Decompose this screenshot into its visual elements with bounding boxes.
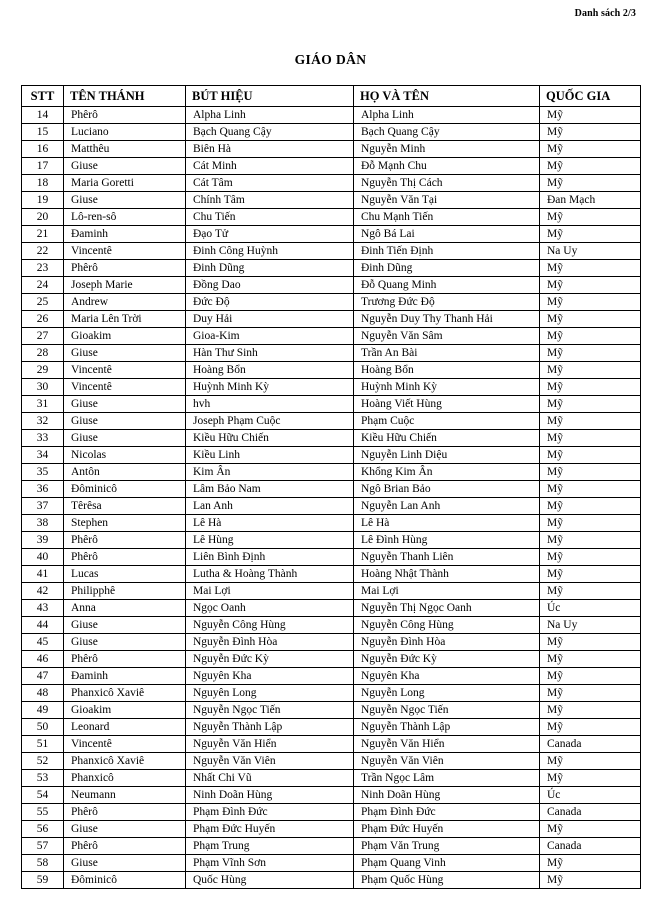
cell-but-hieu: Hoàng Bổn bbox=[186, 362, 354, 379]
cell-ho-va-ten: Nguyễn Thanh Liên bbox=[354, 549, 540, 566]
table-row bbox=[22, 430, 641, 447]
table-row bbox=[22, 736, 641, 753]
cell-stt: 36 bbox=[22, 481, 64, 498]
table-row bbox=[22, 243, 641, 260]
table-row bbox=[22, 498, 641, 515]
cell-but-hieu: Huỳnh Minh Kỳ bbox=[186, 379, 354, 396]
cell-quoc-gia: Mỹ bbox=[540, 583, 641, 600]
cell-ho-va-ten: Ninh Doãn Hùng bbox=[354, 787, 540, 804]
cell-stt: 46 bbox=[22, 651, 64, 668]
cell-stt: 44 bbox=[22, 617, 64, 634]
cell-but-hieu: Quốc Hùng bbox=[186, 872, 354, 889]
cell-stt: 32 bbox=[22, 413, 64, 430]
cell-ho-va-ten: Nguyễn Duy Thy Thanh Hải bbox=[354, 311, 540, 328]
cell-quoc-gia: Mỹ bbox=[540, 668, 641, 685]
cell-ho-va-ten: Hoàng Bổn bbox=[354, 362, 540, 379]
cell-ho-va-ten: Nguyễn Công Hùng bbox=[354, 617, 540, 634]
table-row bbox=[22, 787, 641, 804]
cell-quoc-gia: Na Uy bbox=[540, 243, 641, 260]
cell-stt: 55 bbox=[22, 804, 64, 821]
cell-quoc-gia: Mỹ bbox=[540, 362, 641, 379]
cell-ho-va-ten: Lê Đình Hùng bbox=[354, 532, 540, 549]
cell-quoc-gia: Canada bbox=[540, 804, 641, 821]
cell-but-hieu: Biên Hà bbox=[186, 141, 354, 158]
table-row bbox=[22, 566, 641, 583]
cell-ho-va-ten: Nguyễn Thị Ngọc Oanh bbox=[354, 600, 540, 617]
cell-ten-thanh: Phêrô bbox=[64, 532, 186, 549]
cell-stt: 49 bbox=[22, 702, 64, 719]
cell-ho-va-ten: Alpha Linh bbox=[354, 107, 540, 124]
cell-ho-va-ten: Hoàng Nhật Thành bbox=[354, 566, 540, 583]
cell-stt: 29 bbox=[22, 362, 64, 379]
cell-but-hieu: Cát Tâm bbox=[186, 175, 354, 192]
cell-ho-va-ten: Phạm Đức Huyến bbox=[354, 821, 540, 838]
table-row bbox=[22, 549, 641, 566]
cell-but-hieu: Gioa-Kim bbox=[186, 328, 354, 345]
cell-but-hieu: Nhất Chi Vũ bbox=[186, 770, 354, 787]
cell-ho-va-ten: Phạm Quốc Hùng bbox=[354, 872, 540, 889]
cell-ho-va-ten: Đỗ Mạnh Chu bbox=[354, 158, 540, 175]
cell-but-hieu: Liên Bình Định bbox=[186, 549, 354, 566]
cell-quoc-gia: Canada bbox=[540, 736, 641, 753]
table-row bbox=[22, 379, 641, 396]
column-header-ho-va-ten: HỌ VÀ TÊN bbox=[354, 86, 540, 107]
cell-ho-va-ten: Nguyễn Thành Lập bbox=[354, 719, 540, 736]
cell-ten-thanh: Phêrô bbox=[64, 804, 186, 821]
cell-ho-va-ten: Kiều Hữu Chiến bbox=[354, 430, 540, 447]
cell-quoc-gia: Mỹ bbox=[540, 770, 641, 787]
cell-quoc-gia: Mỹ bbox=[540, 532, 641, 549]
cell-quoc-gia: Mỹ bbox=[540, 481, 641, 498]
cell-ten-thanh: Giuse bbox=[64, 617, 186, 634]
cell-stt: 39 bbox=[22, 532, 64, 549]
table-row bbox=[22, 804, 641, 821]
cell-stt: 51 bbox=[22, 736, 64, 753]
cell-quoc-gia: Mỹ bbox=[540, 413, 641, 430]
cell-but-hieu: Lâm Bảo Nam bbox=[186, 481, 354, 498]
cell-but-hieu: Đức Độ bbox=[186, 294, 354, 311]
cell-ho-va-ten: Phạm Cuộc bbox=[354, 413, 540, 430]
cell-quoc-gia: Mỹ bbox=[540, 855, 641, 872]
table-row bbox=[22, 175, 641, 192]
cell-but-hieu: Alpha Linh bbox=[186, 107, 354, 124]
cell-quoc-gia: Mỹ bbox=[540, 498, 641, 515]
table-row bbox=[22, 600, 641, 617]
cell-stt: 48 bbox=[22, 685, 64, 702]
cell-stt: 27 bbox=[22, 328, 64, 345]
page-title: GIÁO DÂN bbox=[294, 52, 367, 67]
cell-ten-thanh: Giuse bbox=[64, 192, 186, 209]
cell-quoc-gia: Úc bbox=[540, 600, 641, 617]
cell-stt: 19 bbox=[22, 192, 64, 209]
cell-stt: 15 bbox=[22, 124, 64, 141]
cell-but-hieu: Mai Lợi bbox=[186, 583, 354, 600]
cell-quoc-gia: Mỹ bbox=[540, 260, 641, 277]
cell-stt: 25 bbox=[22, 294, 64, 311]
table-row bbox=[22, 107, 641, 124]
cell-ho-va-ten: Bạch Quang Cậy bbox=[354, 124, 540, 141]
cell-but-hieu: Phạm Vĩnh Sơn bbox=[186, 855, 354, 872]
table-row bbox=[22, 396, 641, 413]
table-row bbox=[22, 345, 641, 362]
table-row bbox=[22, 702, 641, 719]
cell-but-hieu: Lan Anh bbox=[186, 498, 354, 515]
cell-quoc-gia: Mỹ bbox=[540, 464, 641, 481]
table-row bbox=[22, 311, 641, 328]
table-row bbox=[22, 838, 641, 855]
cell-stt: 16 bbox=[22, 141, 64, 158]
cell-stt: 34 bbox=[22, 447, 64, 464]
table-row bbox=[22, 753, 641, 770]
cell-but-hieu: Phạm Trung bbox=[186, 838, 354, 855]
cell-stt: 24 bbox=[22, 277, 64, 294]
cell-ten-thanh: Matthêu bbox=[64, 141, 186, 158]
cell-ho-va-ten: Khổng Kim Ân bbox=[354, 464, 540, 481]
cell-quoc-gia: Đan Mạch bbox=[540, 192, 641, 209]
cell-ten-thanh: Giuse bbox=[64, 158, 186, 175]
cell-ho-va-ten: Đỗ Quang Minh bbox=[354, 277, 540, 294]
cell-quoc-gia: Mỹ bbox=[540, 124, 641, 141]
cell-quoc-gia: Na Uy bbox=[540, 617, 641, 634]
cell-ho-va-ten: Đinh Tiến Định bbox=[354, 243, 540, 260]
cell-ho-va-ten: Nguyễn Văn Tại bbox=[354, 192, 540, 209]
cell-quoc-gia: Mỹ bbox=[540, 107, 641, 124]
cell-quoc-gia: Mỹ bbox=[540, 515, 641, 532]
cell-quoc-gia: Mỹ bbox=[540, 175, 641, 192]
cell-ho-va-ten: Nguyễn Văn Viên bbox=[354, 753, 540, 770]
cell-quoc-gia: Mỹ bbox=[540, 566, 641, 583]
cell-but-hieu: Phạm Đức Huyến bbox=[186, 821, 354, 838]
cell-stt: 30 bbox=[22, 379, 64, 396]
cell-quoc-gia: Mỹ bbox=[540, 379, 641, 396]
column-header-but-hieu: BÚT HIỆU bbox=[186, 86, 354, 107]
cell-but-hieu: Nguyễn Văn Hiển bbox=[186, 736, 354, 753]
cell-quoc-gia: Mỹ bbox=[540, 328, 641, 345]
cell-ten-thanh: Stephen bbox=[64, 515, 186, 532]
table-row bbox=[22, 413, 641, 430]
cell-ho-va-ten: Phạm Văn Trung bbox=[354, 838, 540, 855]
table-header-row bbox=[22, 86, 641, 107]
column-header-stt: STT bbox=[22, 86, 64, 107]
table-row bbox=[22, 141, 641, 158]
cell-stt: 18 bbox=[22, 175, 64, 192]
cell-stt: 40 bbox=[22, 549, 64, 566]
cell-ten-thanh: Philipphê bbox=[64, 583, 186, 600]
table-row bbox=[22, 209, 641, 226]
cell-stt: 33 bbox=[22, 430, 64, 447]
table-row bbox=[22, 855, 641, 872]
cell-ten-thanh: Giuse bbox=[64, 821, 186, 838]
cell-quoc-gia: Úc bbox=[540, 787, 641, 804]
cell-ten-thanh: Phêrô bbox=[64, 838, 186, 855]
cell-ten-thanh: Neumann bbox=[64, 787, 186, 804]
cell-quoc-gia: Mỹ bbox=[540, 141, 641, 158]
cell-but-hieu: Chính Tâm bbox=[186, 192, 354, 209]
cell-quoc-gia: Mỹ bbox=[540, 209, 641, 226]
cell-but-hieu: Ninh Doãn Hùng bbox=[186, 787, 354, 804]
cell-stt: 31 bbox=[22, 396, 64, 413]
cell-ten-thanh: Phêrô bbox=[64, 107, 186, 124]
cell-stt: 43 bbox=[22, 600, 64, 617]
cell-ho-va-ten: Trần Ngọc Lâm bbox=[354, 770, 540, 787]
cell-but-hieu: Lê Hùng bbox=[186, 532, 354, 549]
cell-ten-thanh: Gioakim bbox=[64, 328, 186, 345]
table-row bbox=[22, 651, 641, 668]
cell-but-hieu: Duy Hải bbox=[186, 311, 354, 328]
table-row bbox=[22, 719, 641, 736]
table-row bbox=[22, 464, 641, 481]
cell-ho-va-ten: Phạm Đình Đức bbox=[354, 804, 540, 821]
column-header-quoc-gia: QUỐC GIA bbox=[540, 86, 641, 107]
cell-ho-va-ten: Ngô Brian Bảo bbox=[354, 481, 540, 498]
cell-ten-thanh: Giuse bbox=[64, 634, 186, 651]
cell-quoc-gia: Mỹ bbox=[540, 277, 641, 294]
cell-ten-thanh: Antôn bbox=[64, 464, 186, 481]
table-row bbox=[22, 515, 641, 532]
cell-but-hieu: Đinh Công Huỳnh bbox=[186, 243, 354, 260]
cell-but-hieu: Nguyễn Đình Hòa bbox=[186, 634, 354, 651]
cell-ho-va-ten: Trần An Bài bbox=[354, 345, 540, 362]
cell-quoc-gia: Mỹ bbox=[540, 158, 641, 175]
cell-but-hieu: Kiều Linh bbox=[186, 447, 354, 464]
table-row bbox=[22, 770, 641, 787]
cell-ten-thanh: Luciano bbox=[64, 124, 186, 141]
table-row bbox=[22, 158, 641, 175]
cell-ten-thanh: Phêrô bbox=[64, 651, 186, 668]
table-body bbox=[22, 107, 641, 889]
table-row bbox=[22, 226, 641, 243]
cell-ho-va-ten: Nguyễn Long bbox=[354, 685, 540, 702]
table-row bbox=[22, 481, 641, 498]
table-row bbox=[22, 872, 641, 889]
cell-stt: 37 bbox=[22, 498, 64, 515]
cell-ten-thanh: Phanxicô bbox=[64, 770, 186, 787]
cell-quoc-gia: Mỹ bbox=[540, 634, 641, 651]
cell-ten-thanh: Vincentê bbox=[64, 362, 186, 379]
cell-ten-thanh: Đôminicô bbox=[64, 872, 186, 889]
cell-ten-thanh: Nicolas bbox=[64, 447, 186, 464]
cell-quoc-gia: Canada bbox=[540, 838, 641, 855]
cell-ten-thanh: Giuse bbox=[64, 413, 186, 430]
cell-ten-thanh: Đaminh bbox=[64, 668, 186, 685]
cell-ho-va-ten: Nguyễn Đình Hòa bbox=[354, 634, 540, 651]
cell-quoc-gia: Mỹ bbox=[540, 821, 641, 838]
table-row bbox=[22, 583, 641, 600]
cell-stt: 35 bbox=[22, 464, 64, 481]
cell-but-hieu: Nguyễn Văn Viên bbox=[186, 753, 354, 770]
cell-quoc-gia: Mỹ bbox=[540, 549, 641, 566]
cell-ten-thanh: Têrêsa bbox=[64, 498, 186, 515]
cell-stt: 21 bbox=[22, 226, 64, 243]
cell-ho-va-ten: Nguyễn Đức Kỳ bbox=[354, 651, 540, 668]
cell-stt: 28 bbox=[22, 345, 64, 362]
table-row bbox=[22, 192, 641, 209]
cell-but-hieu: Bạch Quang Cậy bbox=[186, 124, 354, 141]
roster-table bbox=[21, 85, 641, 889]
cell-but-hieu: Nguyễn Công Hùng bbox=[186, 617, 354, 634]
table-row bbox=[22, 821, 641, 838]
cell-quoc-gia: Mỹ bbox=[540, 447, 641, 464]
table-row bbox=[22, 260, 641, 277]
cell-stt: 17 bbox=[22, 158, 64, 175]
cell-quoc-gia: Mỹ bbox=[540, 753, 641, 770]
cell-quoc-gia: Mỹ bbox=[540, 872, 641, 889]
cell-but-hieu: Hàn Thư Sinh bbox=[186, 345, 354, 362]
cell-stt: 57 bbox=[22, 838, 64, 855]
cell-stt: 50 bbox=[22, 719, 64, 736]
cell-ten-thanh: Lô-ren-sô bbox=[64, 209, 186, 226]
cell-but-hieu: Nguyên Kha bbox=[186, 668, 354, 685]
cell-ho-va-ten: Chu Mạnh Tiến bbox=[354, 209, 540, 226]
cell-ho-va-ten: Hoàng Viết Hùng bbox=[354, 396, 540, 413]
table-row bbox=[22, 294, 641, 311]
cell-quoc-gia: Mỹ bbox=[540, 311, 641, 328]
table-row bbox=[22, 634, 641, 651]
cell-but-hieu: hvh bbox=[186, 396, 354, 413]
cell-stt: 59 bbox=[22, 872, 64, 889]
cell-but-hieu: Ngọc Oanh bbox=[186, 600, 354, 617]
cell-but-hieu: Đinh Dũng bbox=[186, 260, 354, 277]
cell-ten-thanh: Giuse bbox=[64, 855, 186, 872]
cell-but-hieu: Nguyễn Ngọc Tiến bbox=[186, 702, 354, 719]
table-row bbox=[22, 532, 641, 549]
cell-ten-thanh: Phêrô bbox=[64, 260, 186, 277]
cell-quoc-gia: Mỹ bbox=[540, 702, 641, 719]
cell-quoc-gia: Mỹ bbox=[540, 430, 641, 447]
cell-ho-va-ten: Nguyễn Linh Diệu bbox=[354, 447, 540, 464]
cell-ten-thanh: Lucas bbox=[64, 566, 186, 583]
cell-ho-va-ten: Nguyễn Thị Cách bbox=[354, 175, 540, 192]
cell-stt: 14 bbox=[22, 107, 64, 124]
cell-but-hieu: Phạm Đình Đức bbox=[186, 804, 354, 821]
cell-but-hieu: Cát Minh bbox=[186, 158, 354, 175]
cell-but-hieu: Nguyên Long bbox=[186, 685, 354, 702]
cell-quoc-gia: Mỹ bbox=[540, 651, 641, 668]
cell-ten-thanh: Andrew bbox=[64, 294, 186, 311]
cell-ho-va-ten: Trương Đức Độ bbox=[354, 294, 540, 311]
cell-ho-va-ten: Nguyễn Ngọc Tiến bbox=[354, 702, 540, 719]
cell-ten-thanh: Giuse bbox=[64, 430, 186, 447]
cell-ten-thanh: Maria Lên Trời bbox=[64, 311, 186, 328]
cell-ten-thanh: Đôminicô bbox=[64, 481, 186, 498]
table-row bbox=[22, 617, 641, 634]
cell-stt: 38 bbox=[22, 515, 64, 532]
cell-ten-thanh: Phanxicô Xaviê bbox=[64, 753, 186, 770]
cell-but-hieu: Nguyễn Thành Lập bbox=[186, 719, 354, 736]
cell-ten-thanh: Giuse bbox=[64, 345, 186, 362]
cell-but-hieu: Joseph Phạm Cuộc bbox=[186, 413, 354, 430]
cell-stt: 26 bbox=[22, 311, 64, 328]
cell-but-hieu: Lutha & Hoàng Thành bbox=[186, 566, 354, 583]
cell-stt: 56 bbox=[22, 821, 64, 838]
cell-ten-thanh: Maria Goretti bbox=[64, 175, 186, 192]
cell-ho-va-ten: Nguyên Kha bbox=[354, 668, 540, 685]
cell-ten-thanh: Joseph Marie bbox=[64, 277, 186, 294]
cell-ten-thanh: Phanxicô Xaviê bbox=[64, 685, 186, 702]
cell-but-hieu: Kim Ân bbox=[186, 464, 354, 481]
cell-ten-thanh: Leonard bbox=[64, 719, 186, 736]
cell-quoc-gia: Mỹ bbox=[540, 396, 641, 413]
cell-stt: 53 bbox=[22, 770, 64, 787]
table-row bbox=[22, 362, 641, 379]
table-row bbox=[22, 447, 641, 464]
cell-ho-va-ten: Mai Lợi bbox=[354, 583, 540, 600]
cell-ho-va-ten: Nguyễn Minh bbox=[354, 141, 540, 158]
cell-quoc-gia: Mỹ bbox=[540, 294, 641, 311]
cell-but-hieu: Đồng Dao bbox=[186, 277, 354, 294]
table-row bbox=[22, 685, 641, 702]
cell-ten-thanh: Phêrô bbox=[64, 549, 186, 566]
cell-stt: 58 bbox=[22, 855, 64, 872]
cell-quoc-gia: Mỹ bbox=[540, 226, 641, 243]
cell-quoc-gia: Mỹ bbox=[540, 345, 641, 362]
cell-ten-thanh: Vincentê bbox=[64, 243, 186, 260]
cell-stt: 20 bbox=[22, 209, 64, 226]
cell-ten-thanh: Vincentê bbox=[64, 379, 186, 396]
cell-ho-va-ten: Phạm Quang Vinh bbox=[354, 855, 540, 872]
table-row bbox=[22, 277, 641, 294]
cell-but-hieu: Kiều Hữu Chiến bbox=[186, 430, 354, 447]
cell-stt: 52 bbox=[22, 753, 64, 770]
cell-ho-va-ten: Nguyễn Lan Anh bbox=[354, 498, 540, 515]
cell-but-hieu: Chu Tiến bbox=[186, 209, 354, 226]
cell-but-hieu: Đạo Tử bbox=[186, 226, 354, 243]
cell-stt: 22 bbox=[22, 243, 64, 260]
cell-but-hieu: Lê Hà bbox=[186, 515, 354, 532]
cell-ten-thanh: Gioakim bbox=[64, 702, 186, 719]
cell-ten-thanh: Anna bbox=[64, 600, 186, 617]
cell-ho-va-ten: Nguyễn Văn Sâm bbox=[354, 328, 540, 345]
table-row bbox=[22, 124, 641, 141]
table-row bbox=[22, 668, 641, 685]
cell-ho-va-ten: Lê Hà bbox=[354, 515, 540, 532]
cell-but-hieu: Nguyễn Đức Kỳ bbox=[186, 651, 354, 668]
cell-quoc-gia: Mỹ bbox=[540, 685, 641, 702]
cell-ten-thanh: Vincentê bbox=[64, 736, 186, 753]
cell-ho-va-ten: Huỳnh Minh Kỳ bbox=[354, 379, 540, 396]
table-row bbox=[22, 328, 641, 345]
cell-ho-va-ten: Đinh Dũng bbox=[354, 260, 540, 277]
cell-stt: 41 bbox=[22, 566, 64, 583]
cell-stt: 42 bbox=[22, 583, 64, 600]
cell-quoc-gia: Mỹ bbox=[540, 719, 641, 736]
cell-ho-va-ten: Nguyễn Văn Hiển bbox=[354, 736, 540, 753]
cell-stt: 45 bbox=[22, 634, 64, 651]
page-number-label: Danh sách 2/3 bbox=[574, 8, 636, 19]
cell-stt: 47 bbox=[22, 668, 64, 685]
cell-ten-thanh: Giuse bbox=[64, 396, 186, 413]
cell-stt: 54 bbox=[22, 787, 64, 804]
cell-stt: 23 bbox=[22, 260, 64, 277]
column-header-ten-thanh: TÊN THÁNH bbox=[64, 86, 186, 107]
cell-ten-thanh: Đaminh bbox=[64, 226, 186, 243]
cell-ho-va-ten: Ngô Bá Lai bbox=[354, 226, 540, 243]
